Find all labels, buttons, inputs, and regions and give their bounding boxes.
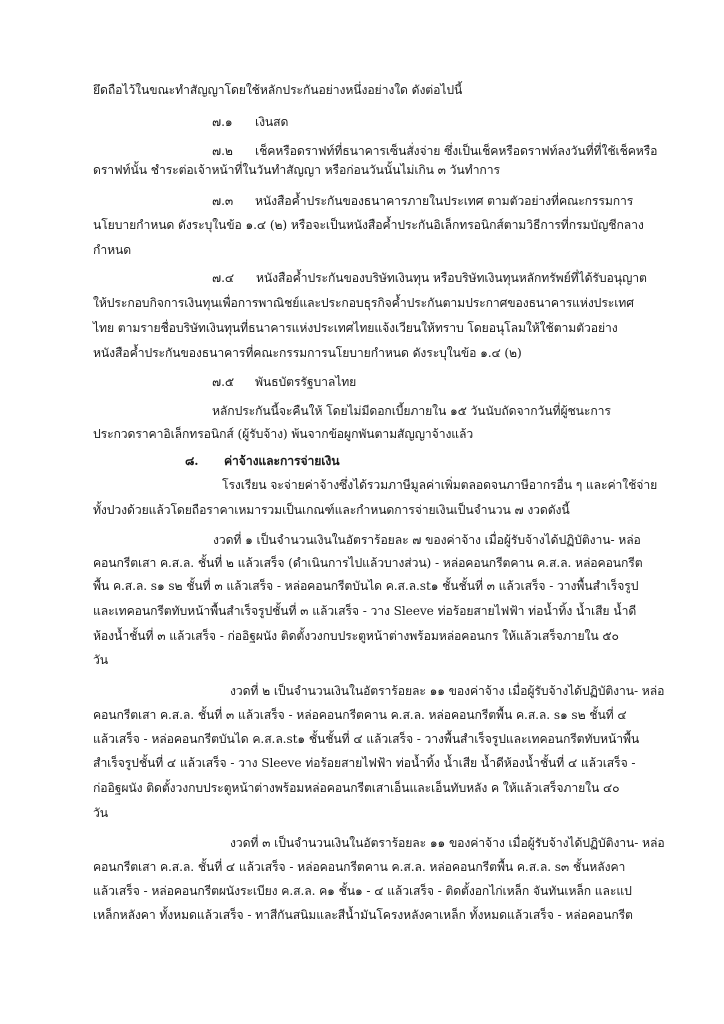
text-line: วัน (93, 653, 108, 667)
text-line: ทั้งปวงด้วยแล้วโดยถือราคาเหมารวมเป็นเกณฑ์และกำหนดการจ่ายเงินเป็นจำนวน ๗ งวดดังนี้ (93, 503, 570, 517)
text-line: พื้น ค.ส.ล. s๑ s๒ ชั้นที่ ๓ แล้วเสร็จ - หล่อคอนกรีตบันได ค.ส.ล.st๑ ชั้นชั้นที่ ๓ แล้วเสร็จ - วางพื้นสำเร็จรูป (93, 579, 639, 593)
text-line: คอนกรีตเสา ค.ส.ล. ชั้นที่ ๔ แล้วเสร็จ - หล่อคอนกรีตคาน ค.ส.ล. หล่อคอนกรีตพื้น ค.ส.ล. s๓ ชั้นหลังคา (93, 860, 626, 874)
text-line: ยึดถือไว้ในขณะทำสัญญาโดยใช้หลักประกันอย่างหนึ่งอย่างใด ดังต่อไปนี้ (93, 83, 463, 97)
text-line: งวดที่ ๑ เป็นจำนวนเงินในอัตราร้อยละ ๗ ของค่าจ้าง เมื่อผู้รับจ้างได้ปฏิบัติงาน- หล่อ (213, 533, 641, 547)
text-line: แล้วเสร็จ - หล่อคอนกรีตบันได ค.ส.ล.st๑ ชั้นชั้นที่ ๔ แล้วเสร็จ - วางพื้นสำเร็จรูปและเทคอนกรีตทับหน้าพื้น (93, 732, 640, 746)
text-line: วัน (93, 806, 108, 820)
text-line: ไทย ตามรายชื่อบริษัทเงินทุนที่ธนาคารแห่งประเทศไทยแจ้งเวียนให้ทราบ โดยอนุโลมให้ใช้ตามตัวอย่าง (93, 321, 618, 335)
text-line: ห้องน้ำชั้นที่ ๓ แล้วเสร็จ - ก่ออิฐผนัง ติดตั้งวงกบประตูหน้าต่างพร้อมหล่อคอนกร ให้แล้วเสร็จภายใน ๕๐ (93, 629, 619, 643)
text-line: และเทคอนกรีตทับหน้าพื้นสำเร็จรูปชั้นที่ ๓ แล้วเสร็จ - วาง Sleeve ท่อร้อยสายไฟฟ้า ท่อน้ำทิ้ง น้ำเสีย น้ำดี (93, 604, 637, 618)
clause-number: ๗.๑ (212, 115, 233, 129)
text-line: คอนกรีตเสา ค.ส.ล. ชั้นที่ ๓ แล้วเสร็จ - หล่อคอนกรีตคาน ค.ส.ล. หล่อคอนกรีตพื้น ค.ส.ล. s๑ s๒ ชั้นที่ ๔ (93, 708, 627, 722)
text-line: เช็คหรือดราฟท์ที่ธนาคารเซ็นสั่งจ่าย ซึ่งเป็นเช็คหรือดราฟท์ลงวันที่ที่ใช้เช็คหรือ (255, 144, 658, 158)
section-heading: ค่าจ้างและการจ่ายเงิน (224, 454, 340, 468)
section-number: ๘. (185, 454, 199, 468)
text-line: ให้ประกอบกิจการเงินทุนเพื่อการพาณิชย์และประกอบธุรกิจค้ำประกันตามประกาศของธนาคารแห่งประเทศ (93, 296, 634, 310)
text-line: หนังสือค้ำประกันของบริษัทเงินทุน หรือบริษัทเงินทุนหลักทรัพย์ที่ได้รับอนุญาต (256, 271, 647, 285)
text-line: กำหนด (93, 243, 132, 257)
clause-number: ๗.๓ (212, 194, 234, 208)
text-line: งวดที่ ๓ เป็นจำนวนเงินในอัตราร้อยละ ๑๑ ของค่าจ้าง เมื่อผู้รับจ้างได้ปฏิบัติงาน- หล่อ (230, 836, 665, 850)
clause-number: ๗.๔ (212, 271, 234, 285)
text-line: เงินสด (255, 115, 289, 129)
text-line: หนังสือค้ำประกันของธนาคารภายในประเทศ ตามตัวอย่างที่คณะกรรมการ (255, 194, 634, 208)
text-line: งวดที่ ๒ เป็นจำนวนเงินในอัตราร้อยละ ๑๑ ของค่าจ้าง เมื่อผู้รับจ้างได้ปฏิบัติงาน- หล่อ (230, 684, 665, 698)
text-line: หนังสือค้ำประกันของธนาคารที่คณะกรรมการนโยบายกำหนด ดังระบุในข้อ ๑.๔ (๒) (93, 346, 522, 360)
text-line: เหล็กหลังคา ทั้งหมดแล้วเสร็จ - ทาสีกันสนิมและสีน้ำมันโครงหลังคาเหล็ก ทั้งหมดแล้วเสร็จ - หล่อคอนกรีต (93, 908, 633, 922)
clause-number: ๗.๒ (212, 144, 233, 158)
text-line: คอนกรีตเสา ค.ส.ล. ชั้นที่ ๒ แล้วเสร็จ (ดำเนินการไปแล้วบางส่วน) - หล่อคอนกรีตคาน ค.ส.ล. หล่อคอนกรีต (93, 556, 643, 570)
text-line: แล้วเสร็จ - หล่อคอนกรีตผนังระเบียง ค.ส.ล. ค๑ ชั้น๑ - ๔ แล้วเสร็จ - ติดตั้งอกไก่เหล็ก จันทันเหล็ก และแป (93, 884, 632, 898)
text-line: ก่ออิฐผนัง ติดตั้งวงกบประตูหน้าต่างพร้อมหล่อคอนกรีตเสาเอ็นและเอ็นทับหลัง ค ให้แล้วเสร็จภายใน ๔๐ (93, 781, 620, 795)
text-line: นโยบายกำหนด ดังระบุในข้อ ๑.๔ (๒) หรือจะเป็นหนังสือค้ำประกันอิเล็กทรอนิกส์ตามวิธีการที่กรมบัญชีกลาง (93, 218, 644, 232)
text-line: พันธบัตรรัฐบาลไทย (255, 375, 357, 389)
clause-number: ๗.๕ (212, 375, 234, 389)
text-line: สำเร็จรูปชั้นที่ ๔ แล้วเสร็จ - วาง Sleeve ท่อร้อยสายไฟฟ้า ท่อน้ำทิ้ง น้ำเสีย น้ำดีห้องน้ำชั้นที่ ๔ แล้วเสร็จ - (93, 756, 636, 770)
text-line: หลักประกันนี้จะคืนให้ โดยไม่มีดอกเบี้ยภายใน ๑๕ วันนับถัดจากวันที่ผู้ชนะการ (212, 404, 611, 418)
text-line: ประกวดราคาอิเล็กทรอนิกส์ (ผู้รับจ้าง) พ้นจากข้อผูกพันตามสัญญาจ้างแล้ว (93, 427, 474, 441)
text-line: ดราฟท์นั้น ชำระต่อเจ้าหน้าที่ในวันทำสัญญา หรือก่อนวันนั้นไม่เกิน ๓ วันทำการ (93, 163, 500, 177)
text-line: โรงเรียน จะจ่ายค่าจ้างซึ่งได้รวมภาษีมูลค่าเพิ่มตลอดจนภาษีอากรอื่น ๆ และค่าใช้จ่าย (222, 478, 658, 492)
